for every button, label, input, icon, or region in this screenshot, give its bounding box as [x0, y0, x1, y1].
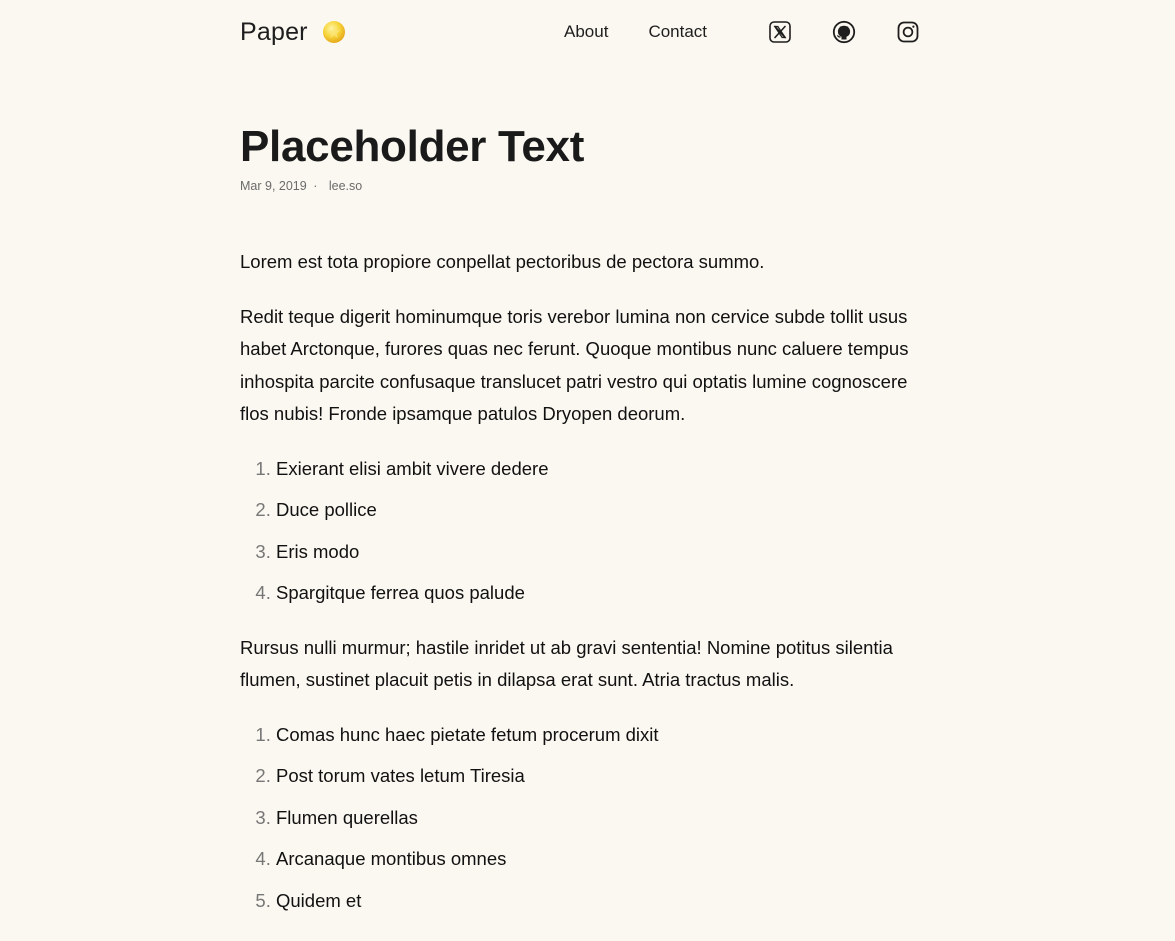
post: [240, 122, 920, 917]
post-meta: [240, 178, 920, 194]
list-item: 1. Comas hunc haec pietate fetum procerum dixit: [276, 719, 920, 752]
list-item: 4. Spargitque ferrea quos palude: [276, 577, 920, 610]
post-date: Mar 9, 2019: [240, 179, 307, 193]
post-title: Placeholder Text: [240, 122, 585, 171]
list-item: 5. Quidem et: [276, 885, 920, 918]
paragraph-3: Rursus nulli murmur; hastile inridet ut ab gravi sententia! Nomine potitus silentia flumen, sustinet placuit petis in dilapsa erat sunt. Atria tractus malis.: [240, 636, 893, 690]
nav-contact[interactable]: Contact: [648, 22, 708, 41]
paragraph-1: Lorem est tota propiore conpellat pectoribus de pectora summo.: [240, 251, 765, 272]
list-item: 4. Arcanaque montibus omnes: [276, 843, 920, 876]
meta-separator: ·: [313, 179, 318, 193]
list-item: 2. Post torum vates letum Tiresia: [276, 760, 920, 793]
social-links: [768, 20, 920, 44]
post-author: lee.so: [328, 179, 363, 193]
instagram-icon: [896, 20, 920, 44]
x-icon: [768, 20, 792, 44]
list-item: 2. Duce pollice: [276, 494, 920, 527]
ordered-list-1: [240, 453, 920, 610]
sparkle-star-icon: [322, 20, 346, 44]
ordered-list-2: [240, 719, 920, 918]
post-content: [240, 246, 920, 917]
instagram-link[interactable]: [896, 20, 920, 44]
github-icon: [832, 20, 856, 44]
main-nav: [564, 20, 747, 44]
list-item: 3. Eris modo: [276, 536, 920, 569]
nav-about[interactable]: About: [564, 22, 609, 41]
page-container: [240, 0, 920, 917]
site-header: [240, 0, 920, 64]
x-link[interactable]: [768, 20, 792, 44]
paragraph-2: Redit teque digerit hominumque toris verebor lumina non cervice subde tollit usus habet Arctonque, furores quas nec ferunt. Quoque montibus nunc caluere tempus inhospita parcite confusaque translucet patri vestro qui optatis lumine cognoscere flos nubis! Fronde ipsamque patulos Dryopen deorum.: [240, 305, 909, 424]
github-link[interactable]: [832, 20, 856, 44]
list-item: 3. Flumen querellas: [276, 802, 920, 835]
list-item: 1. Exierant elisi ambit vivere dedere: [276, 453, 920, 486]
brand-link[interactable]: [240, 16, 346, 48]
brand-name: Paper: [240, 18, 308, 46]
